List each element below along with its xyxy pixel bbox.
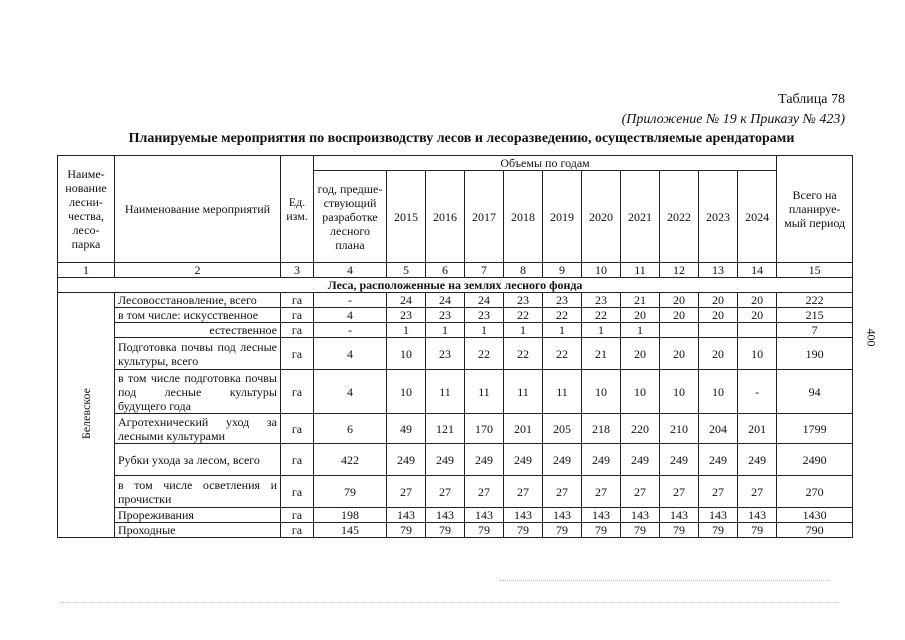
activity-name: Подготовка почвы под лесные культуры, всего — [115, 338, 281, 370]
activity-name: в том числе: искусственное — [115, 308, 281, 323]
year-value: 27 — [465, 476, 504, 508]
year-value: 23 — [543, 293, 582, 308]
activity-name: Лесовосстановление, всего — [115, 293, 281, 308]
table-row — [58, 444, 853, 476]
table-row — [58, 508, 853, 523]
year-value: 218 — [582, 414, 621, 444]
year-value: 1 — [543, 323, 582, 338]
year-value: 27 — [582, 476, 621, 508]
year-value: 220 — [621, 414, 660, 444]
year-value: 10 — [621, 370, 660, 414]
year-value: 143 — [660, 508, 699, 523]
year-value: 1 — [621, 323, 660, 338]
column-number: 13 — [699, 263, 738, 278]
table-row — [58, 308, 853, 323]
year-value: 79 — [660, 523, 699, 538]
year-value: - — [738, 370, 777, 414]
year-value: 201 — [504, 414, 543, 444]
year-value: 22 — [465, 338, 504, 370]
column-number: 11 — [621, 263, 660, 278]
column-number: 3 — [281, 263, 314, 278]
total-value: 790 — [777, 523, 853, 538]
column-number: 4 — [314, 263, 387, 278]
header-total: Всего на планируе-мый период — [777, 156, 853, 263]
unit-cell: га — [281, 414, 314, 444]
year-value: 249 — [387, 444, 426, 476]
table-row — [58, 293, 853, 308]
year-value: 143 — [465, 508, 504, 523]
activity-name: естественное — [115, 323, 281, 338]
year-value — [699, 323, 738, 338]
total-value: 215 — [777, 308, 853, 323]
year-value: 10 — [738, 338, 777, 370]
year-value: 20 — [660, 293, 699, 308]
year-value: 10 — [660, 370, 699, 414]
table-body — [58, 293, 853, 538]
header-year-2015: 2015 — [387, 171, 426, 263]
header-unit: Ед. изм. — [281, 156, 314, 263]
year-value: 210 — [660, 414, 699, 444]
year-value: 23 — [426, 338, 465, 370]
table-row — [58, 370, 853, 414]
header-year-2022: 2022 — [660, 171, 699, 263]
year-value: 22 — [543, 308, 582, 323]
total-value: 190 — [777, 338, 853, 370]
table-row — [58, 323, 853, 338]
column-numbers-row — [58, 263, 853, 278]
header-district: Наиме-нование лесни-чества, лесо-парка — [58, 156, 115, 263]
year-value: 249 — [543, 444, 582, 476]
prev-year-value: 4 — [314, 308, 387, 323]
prev-year-value: 79 — [314, 476, 387, 508]
prev-year-value: 422 — [314, 444, 387, 476]
header-year-2024: 2024 — [738, 171, 777, 263]
activities-table — [57, 155, 853, 538]
table-row — [58, 523, 853, 538]
year-value: 23 — [504, 293, 543, 308]
year-value: 27 — [738, 476, 777, 508]
header-year-2017: 2017 — [465, 171, 504, 263]
total-value: 94 — [777, 370, 853, 414]
page-number: 400 — [864, 328, 879, 347]
total-value: 1430 — [777, 508, 853, 523]
header-volumes: Объемы по годам — [314, 156, 777, 171]
year-value: 23 — [426, 308, 465, 323]
year-value: 1 — [582, 323, 621, 338]
total-value: 7 — [777, 323, 853, 338]
year-value: 27 — [699, 476, 738, 508]
year-value: 79 — [426, 523, 465, 538]
year-value: 27 — [387, 476, 426, 508]
year-value: 21 — [621, 293, 660, 308]
year-value: 49 — [387, 414, 426, 444]
year-value: 143 — [582, 508, 621, 523]
year-value: 249 — [621, 444, 660, 476]
year-value: 23 — [387, 308, 426, 323]
column-number: 2 — [115, 263, 281, 278]
year-value: 201 — [738, 414, 777, 444]
column-number: 9 — [543, 263, 582, 278]
year-value: 22 — [543, 338, 582, 370]
year-value: 1 — [387, 323, 426, 338]
year-value: 143 — [543, 508, 582, 523]
year-value: 23 — [465, 308, 504, 323]
total-value: 222 — [777, 293, 853, 308]
year-value: 249 — [582, 444, 621, 476]
year-value: 20 — [699, 308, 738, 323]
year-value: 20 — [621, 308, 660, 323]
table-title: Планируемые мероприятия по воспроизводству лесов и лесоразведению, осуществляемые арендаторами — [128, 131, 795, 146]
column-number: 14 — [738, 263, 777, 278]
prev-year-value: 145 — [314, 523, 387, 538]
year-value: 205 — [543, 414, 582, 444]
year-value: 1 — [426, 323, 465, 338]
year-value: 11 — [426, 370, 465, 414]
year-value: 79 — [543, 523, 582, 538]
year-value: 1 — [504, 323, 543, 338]
column-number: 1 — [58, 263, 115, 278]
activity-name: Рубки ухода за лесом, всего — [115, 444, 281, 476]
year-value: 10 — [387, 370, 426, 414]
activity-name: Прореживания — [115, 508, 281, 523]
table-row — [58, 338, 853, 370]
year-value: 79 — [387, 523, 426, 538]
year-value: 10 — [699, 370, 738, 414]
prev-year-value: 198 — [314, 508, 387, 523]
year-value: 79 — [738, 523, 777, 538]
scan-artifact — [500, 580, 830, 582]
year-value: 22 — [504, 308, 543, 323]
year-value: 143 — [738, 508, 777, 523]
year-value: 170 — [465, 414, 504, 444]
year-value: 143 — [504, 508, 543, 523]
year-value: 24 — [426, 293, 465, 308]
total-value: 1799 — [777, 414, 853, 444]
unit-cell: га — [281, 444, 314, 476]
year-value: 20 — [738, 308, 777, 323]
column-number: 12 — [660, 263, 699, 278]
prev-year-value: 4 — [314, 370, 387, 414]
activity-name: Проходные — [115, 523, 281, 538]
year-value: 249 — [660, 444, 699, 476]
year-value: 79 — [582, 523, 621, 538]
year-value: 27 — [660, 476, 699, 508]
year-value: 10 — [582, 370, 621, 414]
year-value: 22 — [504, 338, 543, 370]
year-value: 11 — [465, 370, 504, 414]
year-value: 22 — [582, 308, 621, 323]
year-value: 249 — [738, 444, 777, 476]
unit-cell: га — [281, 308, 314, 323]
column-number: 8 — [504, 263, 543, 278]
year-value: 27 — [543, 476, 582, 508]
year-value: 249 — [426, 444, 465, 476]
unit-cell: га — [281, 293, 314, 308]
prev-year-value: 6 — [314, 414, 387, 444]
header-year-2016: 2016 — [426, 171, 465, 263]
year-value: 143 — [426, 508, 465, 523]
column-number: 7 — [465, 263, 504, 278]
year-value: 20 — [660, 338, 699, 370]
column-number: 15 — [777, 263, 853, 278]
column-number: 10 — [582, 263, 621, 278]
year-value: 27 — [621, 476, 660, 508]
unit-cell: га — [281, 370, 314, 414]
year-value: 11 — [504, 370, 543, 414]
year-value: 20 — [660, 308, 699, 323]
year-value: 249 — [504, 444, 543, 476]
scan-artifact — [60, 602, 840, 604]
activity-name: Агротехнический уход за лесными культурами — [115, 414, 281, 444]
year-value: 121 — [426, 414, 465, 444]
year-value — [738, 323, 777, 338]
year-value: 20 — [699, 293, 738, 308]
district-cell — [58, 293, 115, 538]
year-value: 20 — [738, 293, 777, 308]
header-activity: Наименование мероприятий — [115, 156, 281, 263]
prev-year-value: 4 — [314, 338, 387, 370]
activity-name: в том числе подготовка почвы под лесные культуры будущего года — [115, 370, 281, 414]
header-year-2020: 2020 — [582, 171, 621, 263]
year-value: 249 — [699, 444, 738, 476]
year-value: 27 — [426, 476, 465, 508]
header-year-2019: 2019 — [543, 171, 582, 263]
unit-cell: га — [281, 476, 314, 508]
year-value: 24 — [465, 293, 504, 308]
section-title: Леса, расположенные на землях лесного фонда — [58, 278, 853, 293]
prev-year-value: - — [314, 323, 387, 338]
total-value: 2490 — [777, 444, 853, 476]
header-year-2018: 2018 — [504, 171, 543, 263]
year-value: 23 — [582, 293, 621, 308]
year-value: 79 — [465, 523, 504, 538]
prev-year-value: - — [314, 293, 387, 308]
year-value: 79 — [699, 523, 738, 538]
district-name: Белевское — [79, 387, 93, 440]
year-value: 204 — [699, 414, 738, 444]
year-value: 21 — [582, 338, 621, 370]
column-number: 6 — [426, 263, 465, 278]
table-row — [58, 414, 853, 444]
unit-cell: га — [281, 323, 314, 338]
table-number: Таблица 78 — [778, 92, 845, 107]
unit-cell: га — [281, 338, 314, 370]
header-prev-year: год, предше-ствующий разработке лесного плана — [314, 171, 387, 263]
year-value: 143 — [699, 508, 738, 523]
year-value: 79 — [621, 523, 660, 538]
year-value: 27 — [504, 476, 543, 508]
unit-cell: га — [281, 508, 314, 523]
year-value: 10 — [387, 338, 426, 370]
year-value — [660, 323, 699, 338]
year-value: 143 — [621, 508, 660, 523]
appendix-reference: (Приложение № 19 к Приказу № 423) — [621, 112, 845, 127]
year-value: 24 — [387, 293, 426, 308]
header-year-2023: 2023 — [699, 171, 738, 263]
year-value: 143 — [387, 508, 426, 523]
activity-name: в том числе осветления и прочистки — [115, 476, 281, 508]
table-row — [58, 476, 853, 508]
year-value: 20 — [621, 338, 660, 370]
unit-cell: га — [281, 523, 314, 538]
year-value: 79 — [504, 523, 543, 538]
year-value: 11 — [543, 370, 582, 414]
year-value: 249 — [465, 444, 504, 476]
column-number: 5 — [387, 263, 426, 278]
year-value: 20 — [699, 338, 738, 370]
total-value: 270 — [777, 476, 853, 508]
header-year-2021: 2021 — [621, 171, 660, 263]
year-value: 1 — [465, 323, 504, 338]
